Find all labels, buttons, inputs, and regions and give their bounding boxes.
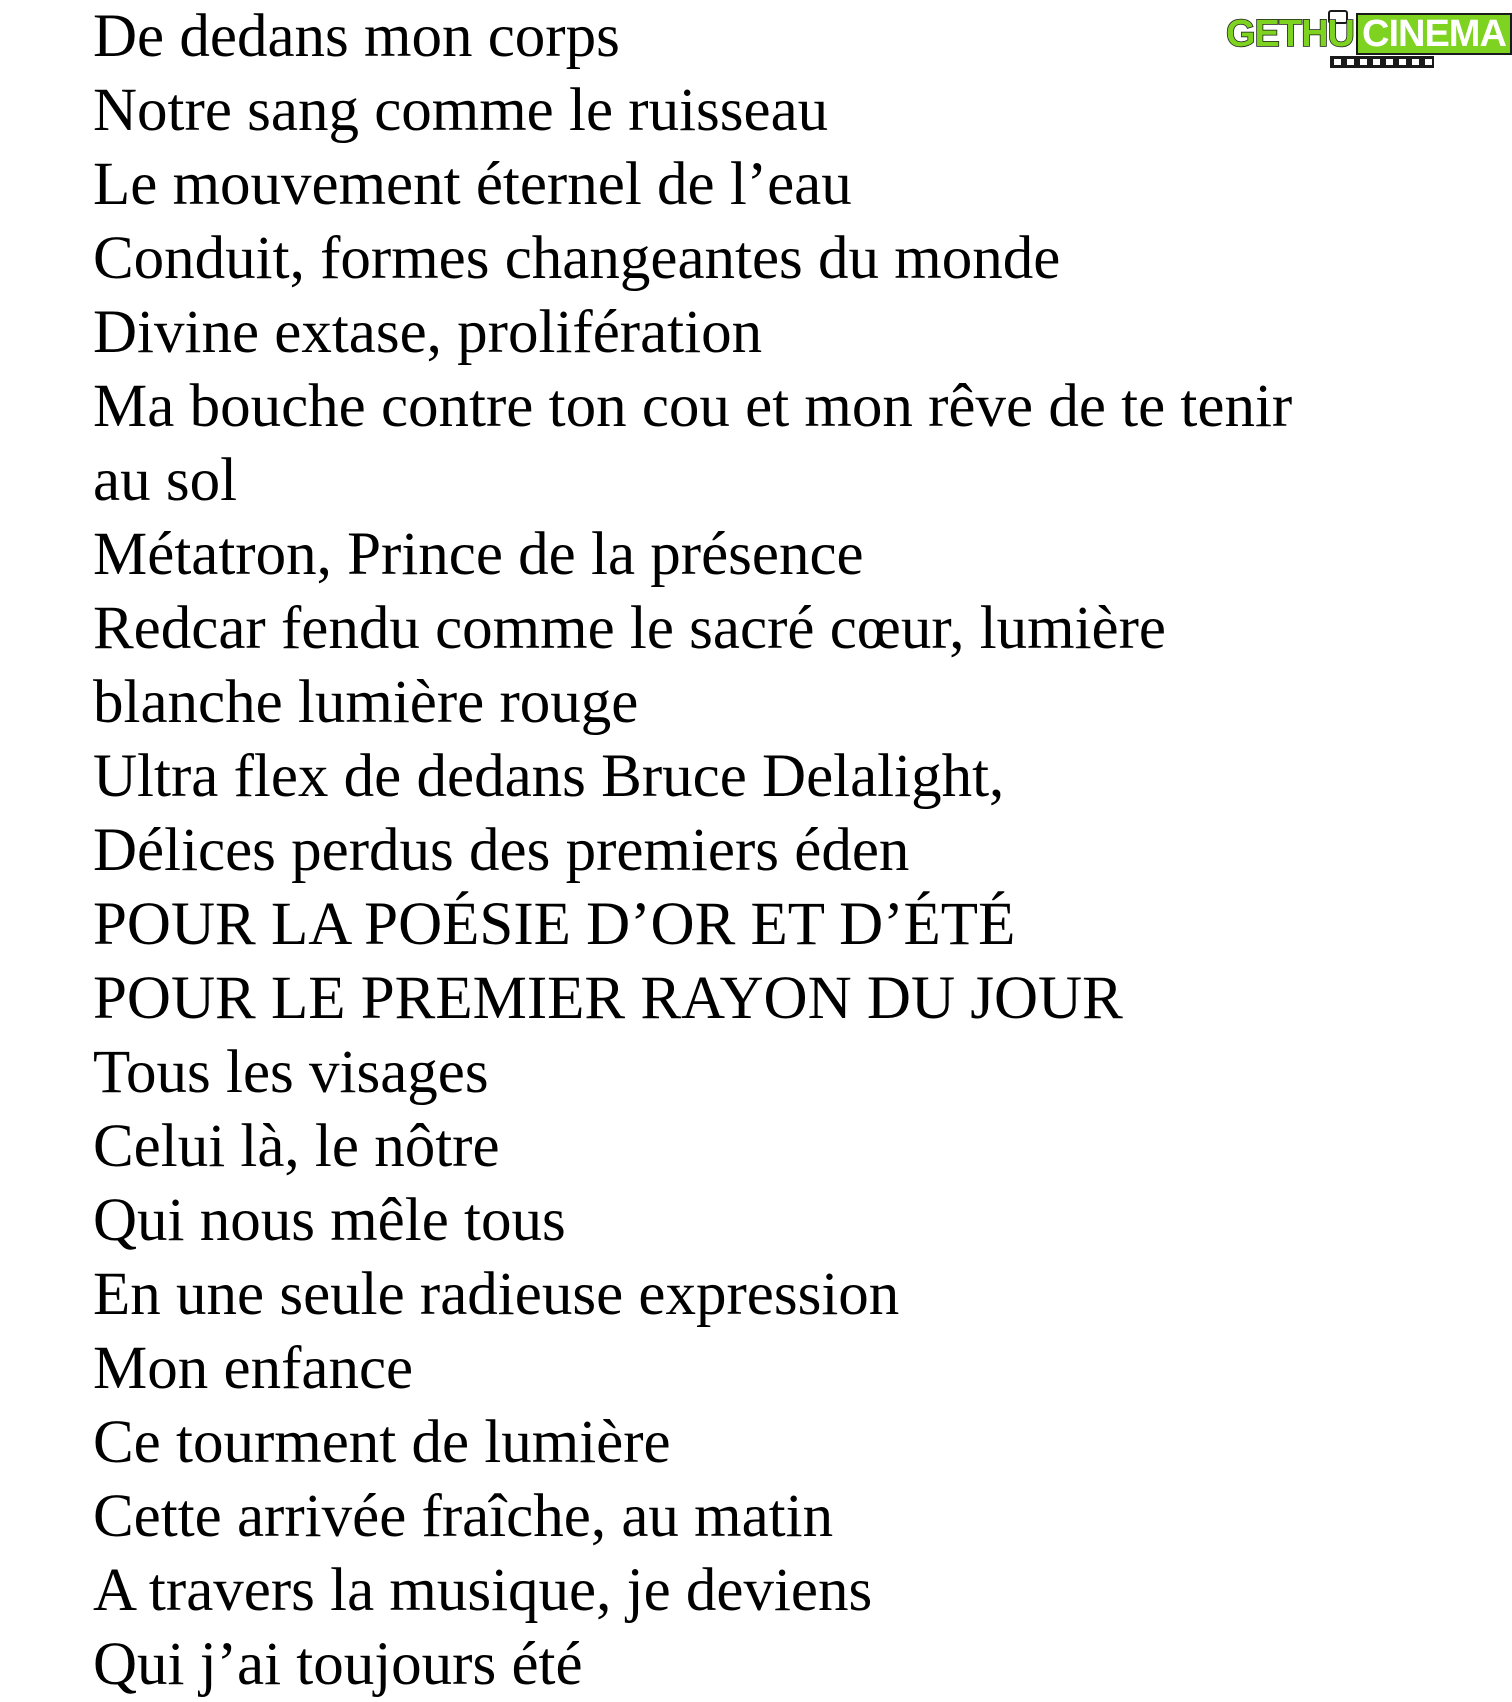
poem-line: De dedans mon corps [93,3,620,70]
watermark-word-cinema: CINEMA [1356,13,1512,55]
poem-line: Métatron, Prince de la présence [93,521,864,588]
poem-line: Redcar fendu comme le sacré cœur, lumière [93,595,1167,662]
poem-line: Qui nous mêle tous [93,1187,566,1254]
poem-line: Ce tourment de lumière [93,1409,671,1476]
poem-text [93,0,1292,1702]
watermark-wordmark [1226,12,1512,56]
poem-line: Tous les visages [93,1039,489,1106]
poem-line: Mon enfance [93,1335,414,1402]
poem-line: Délices perdus des premiers éden [93,817,910,884]
poem-line: POUR LE PREMIER RAYON DU JOUR [93,965,1123,1032]
poem-line: A travers la musique, je deviens [93,1557,873,1624]
poem-line: En une seule radieuse expression [93,1261,900,1328]
poem-line: blanche lumière rouge [93,669,639,736]
watermark-word-gethu: GETHU [1226,13,1354,55]
poem-line: POUR LA POÉSIE D’OR ET D’ÉTÉ [93,891,1016,958]
poem-line: Notre sang comme le ruisseau [93,77,829,144]
film-strip-icon [1330,56,1434,68]
poem-line: Divine extase, prolifération [93,299,763,366]
poem-line: Le mouvement éternel de l’eau [93,151,852,218]
poem-line: Ma bouche contre ton cou et mon rêve de te tenir [93,373,1293,440]
poem-line: Conduit, formes changeantes du monde [93,225,1061,292]
poem-line: Ultra flex de dedans Bruce Delalight, [93,743,1005,810]
poem-line: au sol [93,447,238,514]
poem-line: Qui j’ai toujours été [93,1631,583,1698]
poem-line: Cette arrivée fraîche, au matin [93,1483,834,1550]
poem-line: Celui là, le nôtre [93,1113,500,1180]
watermark-logo [1222,10,1506,70]
